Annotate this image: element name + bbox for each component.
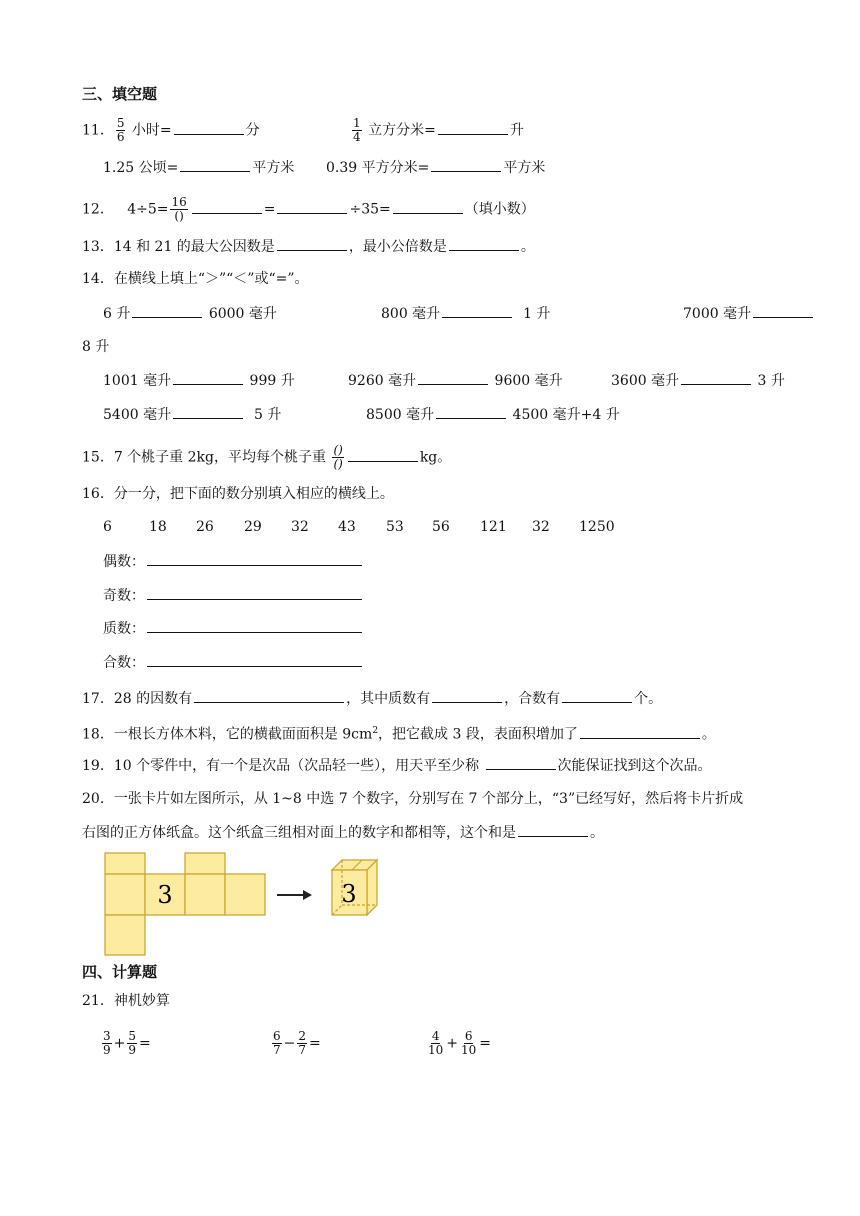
question-number: 11． [82,122,114,139]
compare-row: 3600 毫升 3 升 [611,370,785,391]
number-item: 6 [103,519,112,535]
answer-blank[interactable] [753,303,813,318]
answer-blank[interactable] [147,652,362,667]
question-19: 19．10 个零件中，有一个是次品（次品轻一些），用天平至少称 次能保证找到这个次品。 [82,755,712,776]
answer-blank[interactable] [194,688,344,703]
answer-blank[interactable] [486,755,556,770]
fraction: $\frac{16}{()}$ [171,195,187,223]
answer-blank[interactable] [173,404,243,419]
question-13: 13．14 和 21 的最大公因数是 ，最小公倍数是 。 [82,236,535,257]
number-item: 29 [244,519,262,535]
question-16: 16．分一分，把下面的数分别填入相应的横线上。 [82,486,394,502]
answer-blank[interactable] [580,724,700,739]
fraction: $\frac{()}{()}$ [333,443,343,471]
question-14: 14．在横线上填上“＞”“＜”或“=”。 [82,271,309,287]
cube-digit: 3 [341,880,357,908]
number-item: 121 [480,519,507,535]
answer-blank[interactable] [438,120,508,135]
number-item: 56 [432,519,450,535]
composite-row: 合数： [103,652,364,673]
number-item: 26 [196,519,214,535]
question-15: 15．7 个桃子重 2kg，平均每个桃子重 $\frac{()}{()}$ kg。 [82,443,452,471]
number-item: 53 [386,519,404,535]
number-item: 32 [532,519,550,535]
answer-blank[interactable] [436,404,506,419]
answer-blank[interactable] [192,199,262,214]
answer-blank[interactable] [431,157,501,172]
expression-2: $\frac{6}{7}$ − $\frac{2}{7}$ = [273,1029,321,1057]
net-digit: 3 [157,881,173,909]
answer-blank[interactable] [147,585,362,600]
odd-row: 奇数： [103,585,364,606]
answer-blank[interactable] [562,688,632,703]
cube-net-figure [100,850,390,960]
compare-row: 6 升 6000 毫升 [103,303,277,324]
arrow-icon [277,890,312,900]
prime-row: 质数： [103,618,364,639]
question-21: 21．神机妙算 [82,993,170,1009]
number-item: 18 [149,519,167,535]
expression-1: $\frac{3}{9}$ + $\frac{5}{9}$ = [103,1029,151,1057]
compare-row: 1001 毫升 999 升 [103,370,295,391]
even-row: 偶数： [103,551,364,572]
compare-row-cont: 8 升 [82,339,110,355]
section-title: 四、计算题 [82,963,158,981]
expression-3: $\frac{4}{10}$ + $\frac{6}{10}$ = [428,1029,492,1057]
answer-blank[interactable] [132,303,202,318]
question-11c: 1.25 公顷= 平方米 [103,157,294,178]
answer-blank[interactable] [173,370,243,385]
answer-blank[interactable] [442,303,512,318]
compare-row: 7000 毫升 [683,303,815,324]
section-title: 三、填空题 [82,85,158,103]
answer-blank[interactable] [147,618,362,633]
compare-row: 9260 毫升 9600 毫升 [348,370,563,391]
question-20: 20．一张卡片如左图所示，从 1~8 中选 7 个数字，分别写在 7 个部分上，“3”已经写好，然后将卡片折成 [82,791,744,807]
number-item: 43 [338,519,356,535]
fraction: $\frac{1}{4}$ [353,116,361,144]
compare-row: 800 毫升 1 升 [381,303,550,324]
question-20-line2: 右图的正方体纸盒。这个纸盒三组相对面上的数字和都相等，这个和是 。 [82,822,604,843]
answer-blank[interactable] [393,199,463,214]
fraction: $\frac{5}{6}$ [116,116,125,144]
answer-blank[interactable] [277,199,347,214]
answer-blank[interactable] [418,370,488,385]
compare-row: 5400 毫升 5 升 [103,404,281,425]
question-12: 12． 4÷5= $\frac{16}{()}$ = ÷35= （填小数） [82,195,535,223]
answer-blank[interactable] [174,120,244,135]
compare-row: 8500 毫升 4500 毫升+4 升 [366,404,620,425]
answer-blank[interactable] [180,157,250,172]
answer-blank[interactable] [518,822,588,837]
number-item: 1250 [579,519,615,535]
number-item: 32 [291,519,309,535]
answer-blank[interactable] [348,447,418,462]
question-17: 17．28 的因数有 ，其中质数有 ，合数有 个。 [82,688,662,709]
question-11d: 0.39 平方分米= 平方米 [326,157,545,178]
answer-blank[interactable] [147,551,362,566]
cube-net [105,853,265,955]
question-18: 18．一根长方体木料，它的横截面面积是 $9cm^2$，把它截成 3 段，表面积增加了 。 [82,721,716,745]
answer-blank[interactable] [432,688,502,703]
answer-blank[interactable] [277,236,347,251]
answer-blank[interactable] [449,236,519,251]
question-11b: $\frac{1}{4}$ 立方分米= 升 [353,116,524,144]
question-11: 11． $\frac{5}{6}$ 小时= 分 [82,116,260,144]
answer-blank[interactable] [681,370,751,385]
number-list [103,517,615,537]
